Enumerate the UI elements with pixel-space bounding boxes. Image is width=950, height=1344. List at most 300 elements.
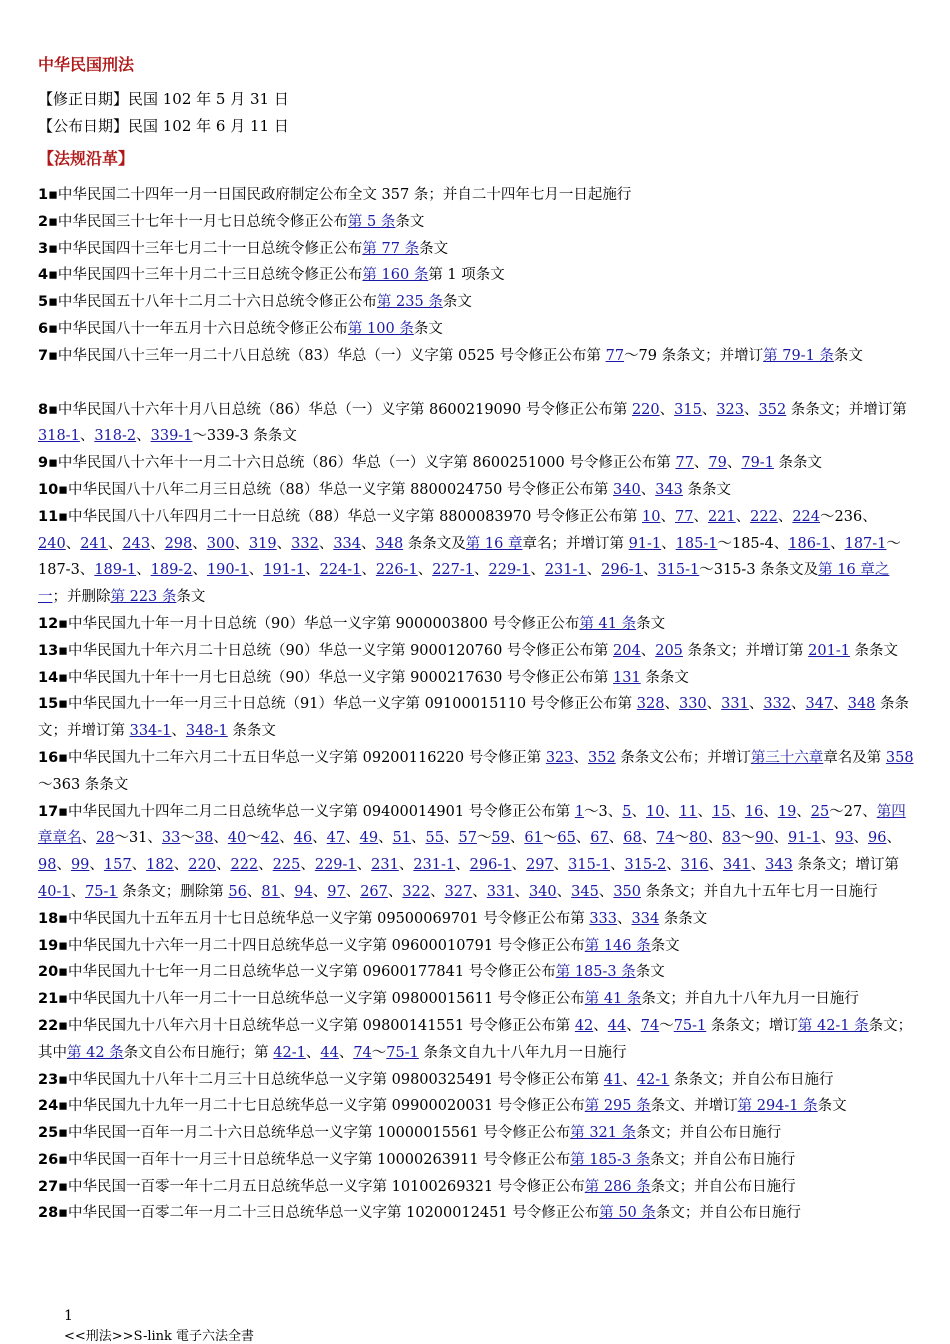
article-link[interactable]: 185-1 — [675, 535, 718, 552]
article-link[interactable]: 第 286 条 — [584, 1178, 651, 1195]
entry-text: 、 — [707, 830, 723, 847]
history-entry — [38, 638, 916, 665]
article-link[interactable]: 第 185-3 条 — [555, 964, 636, 981]
history-entry — [38, 289, 916, 316]
entry-text: 、 — [609, 857, 625, 874]
article-link[interactable]: 1 — [574, 803, 585, 820]
article-link[interactable]: 330 — [678, 696, 707, 713]
article-link[interactable]: 79-1 — [741, 455, 774, 472]
entry-number: 24▪ — [38, 1098, 69, 1115]
entry-text: 、 — [750, 857, 766, 874]
footer-source: <<刑法>>S-link 電子六法全書 — [64, 1329, 255, 1344]
article-link[interactable]: 42-1 — [273, 1044, 306, 1061]
article-link[interactable]: 343 — [655, 481, 683, 498]
entry-text: 、 — [215, 857, 231, 874]
article-link[interactable]: 189-1 — [94, 562, 137, 579]
article-link[interactable]: 191-1 — [263, 562, 306, 579]
entry-text: ～236、 — [820, 508, 877, 525]
entry-text: 、 — [664, 803, 679, 820]
entry-number: 11▪ — [38, 508, 69, 525]
entry-text: 条文；并自公布日施行 — [650, 1178, 796, 1195]
entry-text: 条文 — [650, 937, 680, 954]
article-link[interactable]: 第 16 章之一 — [38, 562, 890, 606]
entry-text: 中华民国八十一年五月十六日总统令修正公布 — [57, 320, 348, 337]
article-link[interactable]: 332 — [763, 696, 792, 713]
entry-text: ～ — [659, 1017, 674, 1034]
article-link[interactable]: 90 — [755, 830, 774, 847]
entry-text: 中华民国八十八年四月二十一日总统（88）华总一义字第 8800083970 号令修正公布第 — [68, 508, 643, 525]
article-link[interactable]: 220 — [188, 857, 216, 874]
article-link[interactable]: 96 — [868, 830, 887, 847]
article-link[interactable]: 229-1 — [314, 857, 357, 874]
entry-text: 、 — [150, 535, 165, 552]
article-link[interactable]: 91-1 — [628, 535, 662, 552]
entry-text: 、 — [701, 401, 717, 418]
entry-text: 条条文及 — [403, 535, 466, 552]
entry-number: 16▪ — [38, 749, 69, 766]
entry-text: 中华民国四十三年十月二十三日总统令修正公布 — [57, 267, 363, 284]
history-entry — [38, 933, 916, 960]
entry-text: 、 — [748, 696, 764, 713]
entry-text: ～27、 — [829, 803, 877, 820]
article-link[interactable]: 74 — [640, 1017, 660, 1034]
article-link[interactable]: 68 — [623, 830, 642, 847]
entry-text: 中华民国九十六年一月二十四日总统华总一义字第 09600010791 号令修正公布 — [68, 937, 585, 954]
article-link[interactable]: 296-1 — [469, 857, 512, 874]
article-link[interactable]: 323 — [545, 749, 574, 766]
article-link[interactable]: 第 185-3 条 — [570, 1151, 651, 1168]
article-link[interactable]: 44 — [320, 1044, 339, 1061]
entry-text: 、 — [312, 830, 327, 847]
entry-text: 、 — [56, 857, 71, 874]
entry-text: 、 — [65, 535, 81, 552]
article-link[interactable]: 340 — [528, 883, 557, 900]
entry-text: 中华民国二十四年一月一日国民政府制定公布全文 357 条；并自二十四年七月一日起施行 — [57, 187, 632, 203]
article-link[interactable]: 225 — [272, 857, 301, 874]
article-link[interactable]: 182 — [146, 857, 174, 874]
history-entry — [38, 316, 916, 343]
entry-text: 条文 — [395, 213, 425, 230]
article-link[interactable]: 74 — [353, 1044, 372, 1061]
entry-number: 6▪ — [38, 320, 58, 337]
article-link[interactable]: 297 — [525, 857, 554, 874]
entry-text: 条条文 — [773, 455, 823, 472]
entry-number: 17▪ — [38, 803, 69, 820]
article-link[interactable]: 47 — [326, 830, 346, 847]
article-link[interactable]: 298 — [164, 535, 193, 552]
entry-number: 4▪ — [38, 267, 58, 284]
entry-text: 条条文 — [849, 642, 899, 659]
entry-text: 、 — [666, 857, 681, 874]
article-link[interactable]: 51 — [392, 830, 412, 847]
entry-text: 、 — [697, 803, 712, 820]
entry-text: 、 — [107, 535, 123, 552]
article-link[interactable]: 第 321 条 — [570, 1125, 637, 1142]
entry-text: 第 1 项条文 — [428, 267, 505, 284]
entry-number: 27▪ — [38, 1178, 69, 1195]
entry-text: 、 — [593, 1017, 608, 1034]
entry-text: ～ — [542, 830, 558, 847]
article-link[interactable]: 231-1 — [544, 562, 587, 579]
entry-number: 23▪ — [38, 1071, 69, 1088]
article-link[interactable]: 40-1 — [38, 883, 71, 900]
article-link[interactable]: 327 — [444, 883, 473, 900]
article-link[interactable]: 65 — [557, 830, 576, 847]
entry-text: 条条文；并自公布日施行 — [669, 1071, 834, 1088]
entry-text: 中华民国一百零二年一月二十三日总统华总一义字第 10200012451 号令修正公布 — [68, 1205, 600, 1222]
history-entry — [38, 665, 916, 692]
entry-text: 、 — [173, 857, 189, 874]
article-link[interactable]: 190-1 — [206, 562, 249, 579]
article-link[interactable]: 28 — [96, 830, 115, 847]
history-entry — [38, 1013, 916, 1067]
entry-text: 、 — [530, 562, 545, 579]
article-link[interactable]: 328 — [636, 696, 665, 713]
article-link[interactable]: 220 — [631, 401, 660, 418]
article-link[interactable]: 77 — [675, 508, 694, 525]
amendment-history-list — [38, 182, 916, 1227]
article-link[interactable]: 333 — [589, 910, 618, 927]
article-link[interactable]: 75-1 — [85, 883, 118, 900]
entry-text: 、 — [664, 696, 679, 713]
article-link[interactable]: 第 160 条 — [362, 267, 429, 284]
article-link[interactable]: 315 — [674, 401, 702, 418]
article-link[interactable]: 334 — [333, 535, 361, 552]
entry-text: 条文 — [635, 964, 665, 981]
article-link[interactable]: 16 — [744, 803, 764, 820]
article-link[interactable]: 第 79-1 条 — [763, 347, 834, 364]
entry-text: 、 — [631, 803, 647, 820]
entry-text: 中华民国九十二年六月二十五日华总一义字第 09200116220 号令修正第 — [68, 749, 546, 766]
article-link[interactable]: 331 — [486, 883, 515, 900]
entry-text: 、 — [693, 508, 708, 525]
entry-text: 、 — [730, 803, 745, 820]
article-link[interactable]: 42 — [260, 830, 280, 847]
entry-text: 、 — [642, 562, 658, 579]
article-link[interactable]: 15 — [711, 803, 731, 820]
article-link[interactable]: 59 — [491, 830, 510, 847]
article-link[interactable]: 322 — [402, 883, 431, 900]
entry-text: 、 — [553, 857, 569, 874]
article-link[interactable]: 222 — [230, 857, 259, 874]
entry-number: 15▪ — [38, 696, 69, 713]
entry-text: 、 — [511, 857, 526, 874]
entry-text: 、 — [744, 401, 759, 418]
article-link[interactable]: 187-1 — [844, 535, 887, 552]
article-link[interactable]: 79 — [708, 455, 727, 472]
article-link[interactable]: 42 — [574, 1017, 594, 1034]
entry-text: 、 — [693, 455, 709, 472]
entry-number: 12▪ — [38, 615, 69, 632]
publish-date: 【公布日期】民国 102 年 6 月 11 日 — [38, 117, 289, 135]
entry-text: 条文；并自九十八年九月一日施行 — [641, 991, 859, 1008]
history-entry — [38, 986, 916, 1013]
entry-number: 7▪ — [38, 347, 58, 364]
article-link[interactable]: 第 77 条 — [362, 240, 420, 257]
article-link[interactable]: 25 — [810, 803, 830, 820]
article-link[interactable]: 343 — [765, 857, 793, 874]
article-link[interactable]: 99 — [70, 857, 90, 874]
article-link[interactable]: 340 — [613, 481, 641, 498]
article-link[interactable]: 61 — [524, 830, 543, 847]
article-link[interactable]: 第 16 章 — [465, 535, 523, 552]
entry-text: 、 — [706, 696, 722, 713]
article-link[interactable]: 315-2 — [624, 857, 667, 874]
entry-text: 、 — [305, 1044, 321, 1061]
article-link[interactable]: 57 — [458, 830, 477, 847]
entry-text: 、 — [417, 562, 433, 579]
article-link[interactable]: 第 294-1 条 — [737, 1098, 818, 1115]
article-link[interactable]: 186-1 — [788, 535, 831, 552]
entry-text: 、 — [640, 642, 656, 659]
entry-number: 20▪ — [38, 964, 69, 981]
entry-text: 、 — [361, 535, 376, 552]
article-link[interactable]: 74 — [656, 830, 675, 847]
article-link[interactable]: 224 — [792, 508, 821, 525]
entry-text: 、 — [455, 857, 470, 874]
entry-text: ～ — [674, 830, 690, 847]
entry-text: 、 — [830, 535, 845, 552]
article-link[interactable]: 348 — [375, 535, 404, 552]
history-entry — [38, 1093, 916, 1120]
entry-text: 条条文 — [640, 669, 689, 686]
entry-text: 条条文 — [227, 723, 276, 740]
article-link[interactable]: 77 — [675, 455, 694, 472]
entry-number: 19▪ — [38, 937, 69, 954]
article-link[interactable]: 第四章章名 — [38, 803, 906, 847]
article-link[interactable]: 224-1 — [319, 562, 362, 579]
article-link[interactable]: 226-1 — [375, 562, 418, 579]
entry-text: ；并删除 — [52, 589, 111, 606]
entry-text: 、 — [361, 562, 376, 579]
article-link[interactable]: 204 — [613, 642, 641, 659]
article-link[interactable]: 315-1 — [657, 562, 700, 579]
page-number: 1 — [64, 1308, 73, 1324]
entry-text: ～3、 — [584, 803, 623, 820]
article-link[interactable]: 91-1 — [788, 830, 821, 847]
article-link[interactable]: 323 — [716, 401, 745, 418]
law-title: 中华民国刑法 — [38, 55, 135, 74]
article-link[interactable]: 222 — [750, 508, 778, 525]
article-link[interactable]: 157 — [103, 857, 132, 874]
article-link[interactable]: 第 235 条 — [376, 294, 443, 311]
article-link[interactable]: 231-1 — [413, 857, 456, 874]
history-entry — [38, 262, 916, 289]
entry-text: 条文自公布日施行；第 — [123, 1044, 274, 1061]
article-link[interactable]: 11 — [678, 803, 698, 820]
history-entry — [38, 959, 916, 986]
article-link[interactable]: 第 5 条 — [347, 213, 396, 230]
article-link[interactable]: 第 100 条 — [347, 320, 414, 337]
article-link[interactable]: 40 — [227, 830, 247, 847]
article-link[interactable]: 56 — [228, 883, 247, 900]
article-link[interactable]: 55 — [425, 830, 444, 847]
entry-number: 9▪ — [38, 455, 58, 472]
entry-text: 条条文；并增订第 — [38, 696, 910, 740]
article-link[interactable]: 205 — [655, 642, 683, 659]
history-entry — [38, 691, 916, 745]
article-link[interactable]: 98 — [38, 857, 57, 874]
entry-text: 中华民国九十八年一月二十一日总统华总一义字第 09800015611 号令修正公布 — [68, 991, 585, 1008]
entry-text: 、 — [763, 803, 778, 820]
history-entry — [38, 1200, 916, 1227]
article-link[interactable]: 358 — [885, 749, 914, 766]
article-link[interactable]: 332 — [291, 535, 319, 552]
entry-text: 、 — [575, 830, 591, 847]
article-link[interactable]: 347 — [805, 696, 834, 713]
article-link[interactable]: 315-1 — [568, 857, 610, 874]
entry-text: 、 — [131, 857, 147, 874]
entry-text: 条文 — [176, 589, 206, 606]
article-link[interactable]: 83 — [722, 830, 741, 847]
entry-text: 、 — [626, 1017, 641, 1034]
entry-text: 中华民国一百零一年十二月五日总统华总一义字第 10100269321 号令修正公布 — [68, 1178, 585, 1195]
entry-number: 21▪ — [38, 991, 69, 1008]
article-link[interactable]: 316 — [680, 857, 709, 874]
entry-text: 章名及第 — [823, 749, 886, 766]
entry-text: 、 — [411, 830, 426, 847]
article-link[interactable]: 10 — [642, 508, 661, 525]
entry-text: 中华民国一百年十一月三十日总统华总一义字第 10000263911 号令修正公布 — [68, 1151, 571, 1168]
article-link[interactable]: 75-1 — [673, 1017, 707, 1034]
article-link[interactable]: 201-1 — [808, 642, 850, 659]
article-link[interactable]: 94 — [294, 883, 313, 900]
entry-text: 、 — [735, 508, 751, 525]
article-link[interactable]: 221 — [707, 508, 736, 525]
entry-text: 中华民国九十八年六月十日总统华总一义字第 09800141551 号令修正公布第 — [68, 1017, 575, 1034]
article-link[interactable]: 第 42 条 — [67, 1044, 124, 1061]
article-link[interactable]: 第 146 条 — [584, 937, 651, 954]
entry-text: 中华民国九十四年二月二日总统华总一义字第 09400014901 号令修正公布第 — [68, 803, 575, 820]
entry-text: ～ — [246, 830, 261, 847]
article-link[interactable]: 97 — [327, 883, 346, 900]
article-link[interactable]: 240 — [38, 535, 66, 552]
entry-text: 、 — [279, 883, 295, 900]
article-link[interactable]: 243 — [122, 535, 151, 552]
article-link[interactable]: 第 50 条 — [599, 1205, 656, 1222]
article-link[interactable]: 93 — [835, 830, 854, 847]
article-link[interactable]: 44 — [607, 1017, 627, 1034]
article-link[interactable]: 339-1 — [150, 428, 193, 445]
entry-text: ～ — [476, 830, 492, 847]
entry-text: 、 — [430, 883, 445, 900]
article-link[interactable]: 189-2 — [150, 562, 193, 579]
entry-number: 25▪ — [38, 1125, 69, 1142]
article-link[interactable]: 10 — [646, 803, 665, 820]
entry-text: 条条文 — [659, 910, 708, 927]
history-entry — [38, 1174, 916, 1201]
history-entry — [38, 745, 916, 799]
article-link[interactable]: 241 — [80, 535, 108, 552]
article-link[interactable]: 46 — [293, 830, 313, 847]
entry-text: 条条文；删除第 — [117, 883, 229, 900]
entry-text: ～ — [371, 1044, 387, 1061]
article-link[interactable]: 318-1 — [38, 428, 80, 445]
article-link[interactable]: 第三十六章 — [750, 749, 824, 766]
article-link[interactable]: 81 — [261, 883, 280, 900]
entry-text: 、 — [300, 857, 315, 874]
article-link[interactable]: 77 — [605, 347, 625, 364]
entry-text: 、 — [192, 535, 207, 552]
article-link[interactable]: 231 — [371, 857, 399, 874]
entry-text: 、 — [81, 830, 96, 847]
article-link[interactable]: 第 41 条 — [579, 615, 637, 632]
article-link[interactable]: 352 — [758, 401, 787, 418]
article-link[interactable]: 19 — [777, 803, 797, 820]
article-link[interactable]: 67 — [590, 830, 609, 847]
article-link[interactable]: 229-1 — [488, 562, 531, 579]
article-link[interactable]: 42-1 — [636, 1071, 670, 1088]
article-link[interactable]: 348 — [847, 696, 876, 713]
entry-number: 10▪ — [38, 481, 69, 498]
entry-text: 中华民国五十八年十二月二十六日总统令修正公布 — [57, 294, 377, 311]
entry-number: 2▪ — [38, 213, 58, 230]
article-link[interactable]: 267 — [360, 883, 388, 900]
history-entry — [38, 906, 916, 933]
article-link[interactable]: 334 — [631, 910, 660, 927]
article-link[interactable]: 75-1 — [386, 1044, 419, 1061]
entry-text: ～315-3 条条文及 — [699, 562, 819, 579]
entry-text: 条文 — [636, 615, 666, 632]
article-link[interactable]: 334-1 — [129, 723, 172, 740]
article-link[interactable]: 5 — [622, 803, 632, 820]
article-link[interactable]: 41 — [603, 1071, 623, 1088]
entry-text: 中华民国九十年一月十日总统（90）华总一义字第 9000003800 号令修正公布 — [68, 615, 580, 632]
article-link[interactable]: 38 — [194, 830, 214, 847]
entry-text: 、 — [820, 830, 836, 847]
article-link[interactable]: 296-1 — [601, 562, 643, 579]
article-link[interactable]: 300 — [206, 535, 235, 552]
history-entry — [38, 1147, 916, 1174]
article-link[interactable]: 348-1 — [185, 723, 228, 740]
entry-number: 28▪ — [38, 1205, 69, 1222]
article-link[interactable]: 331 — [721, 696, 749, 713]
article-link[interactable]: 第 41 条 — [584, 991, 642, 1008]
article-link[interactable]: 345 — [571, 883, 599, 900]
entry-text: 、 — [79, 428, 95, 445]
article-link[interactable]: 第 42-1 条 — [797, 1017, 869, 1034]
article-link[interactable]: 352 — [588, 749, 616, 766]
entry-text: 中华民国九十八年十二月三十日总统华总一义字第 09800325491 号令修正公布第 — [68, 1071, 604, 1088]
entry-text: 、 — [136, 562, 151, 579]
entry-text: 、 — [833, 696, 848, 713]
entry-text: 、 — [472, 883, 487, 900]
history-entry — [38, 343, 916, 370]
article-link[interactable]: 319 — [248, 535, 277, 552]
history-entry — [38, 799, 916, 906]
entry-text: 、 — [279, 830, 294, 847]
article-link[interactable]: 318-2 — [94, 428, 137, 445]
entry-text: 、 — [70, 883, 86, 900]
entry-text: 条文；并自公布日施行 — [650, 1151, 796, 1168]
article-link[interactable]: 第 223 条 — [110, 589, 177, 606]
article-link[interactable]: 350 — [613, 883, 641, 900]
article-link[interactable]: 49 — [359, 830, 379, 847]
entry-text: 中华民国一百年一月二十六日总统华总一义字第 10000015561 号令修正公布 — [68, 1125, 571, 1142]
article-link[interactable]: 第 295 条 — [584, 1098, 651, 1115]
article-link[interactable]: 80 — [689, 830, 708, 847]
entry-text: 、 — [777, 508, 793, 525]
article-link[interactable]: 227-1 — [432, 562, 474, 579]
entry-number: 22▪ — [38, 1017, 69, 1034]
entry-text: 条文、并增订 — [650, 1098, 738, 1115]
article-link[interactable]: 131 — [613, 669, 641, 686]
article-link[interactable]: 341 — [722, 857, 751, 874]
article-link[interactable]: 33 — [161, 830, 181, 847]
entry-text: ～ — [180, 830, 195, 847]
entry-number: 13▪ — [38, 642, 69, 659]
entry-text: 中华民国八十六年十一月二十六日总统（86）华总（一）义字第 8600251000 号令修正公布第 — [57, 455, 676, 472]
